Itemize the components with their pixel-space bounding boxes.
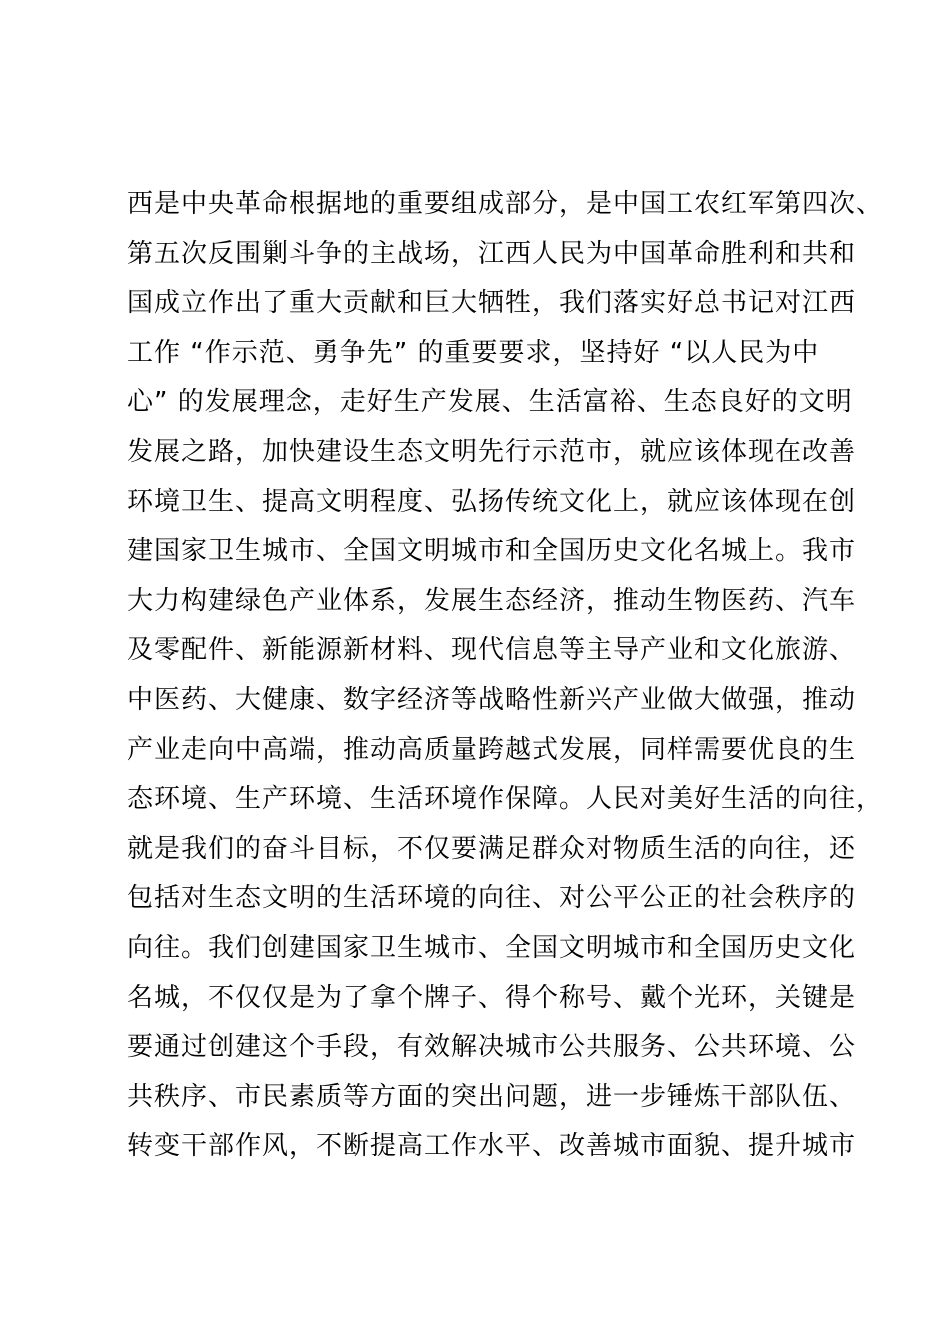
text-line: 共秩序、市民素质等方面的突出问题，进一步锤炼干部队伍、 (127, 1081, 857, 1112)
text-line: 向往。我们创建国家卫生城市、全国文明城市和全国历史文化 (127, 932, 857, 963)
text-line: 态环境、生产环境、生活环境作保障。人民对美好生活的向往， (127, 784, 884, 815)
text-line: 名城，不仅仅是为了拿个牌子、得个称号、戴个光环，关键是 (127, 982, 857, 1013)
text-line: 发展之路，加快建设生态文明先行示范市，就应该体现在改善 (127, 436, 857, 467)
text-line: 建国家卫生城市、全国文明城市和全国历史文化名城上。我市 (127, 536, 857, 567)
text-line: 心” 的发展理念，走好生产发展、生活富裕、生态良好的文明 (127, 387, 853, 418)
text-line: 包括对生态文明的生活环境的向往、对公平公正的社会秩序的 (127, 883, 857, 914)
text-line: 国成立作出了重大贡献和巨大牺牲，我们落实好总书记对江西 (127, 288, 857, 319)
text-line: 工作 “作示范、勇争先” 的重要要求，坚持好 “以人民为中 (127, 337, 820, 368)
text-line: 第五次反围剿斗争的主战场，江西人民为中国革命胜利和共和 (127, 238, 857, 269)
body-paragraph (127, 180, 884, 1172)
text-line: 西是中央革命根据地的重要组成部分，是中国工农红军第四次、 (127, 189, 884, 219)
text-line: 就是我们的奋斗目标，不仅要满足群众对物质生活的向往，还 (127, 833, 857, 864)
text-line: 中医药、大健康、数字经济等战略性新兴产业做大做强，推动 (127, 684, 857, 715)
text-line: 产业走向中高端，推动高质量跨越式发展，同样需要优良的生 (127, 734, 857, 765)
text-line: 大力构建绿色产业体系，发展生态经济，推动生物医药、汽车 (127, 585, 857, 616)
text-line: 要通过创建这个手段，有效解决城市公共服务、公共环境、公 (127, 1032, 857, 1063)
text-line: 环境卫生、提高文明程度、弘扬传统文化上，就应该体现在创 (127, 486, 857, 517)
text-line: 及零配件、新能源新材料、现代信息等主导产业和文化旅游、 (127, 635, 857, 666)
text-line: 转变干部作风，不断提高工作水平、改善城市面貌、提升城市 (127, 1131, 857, 1162)
